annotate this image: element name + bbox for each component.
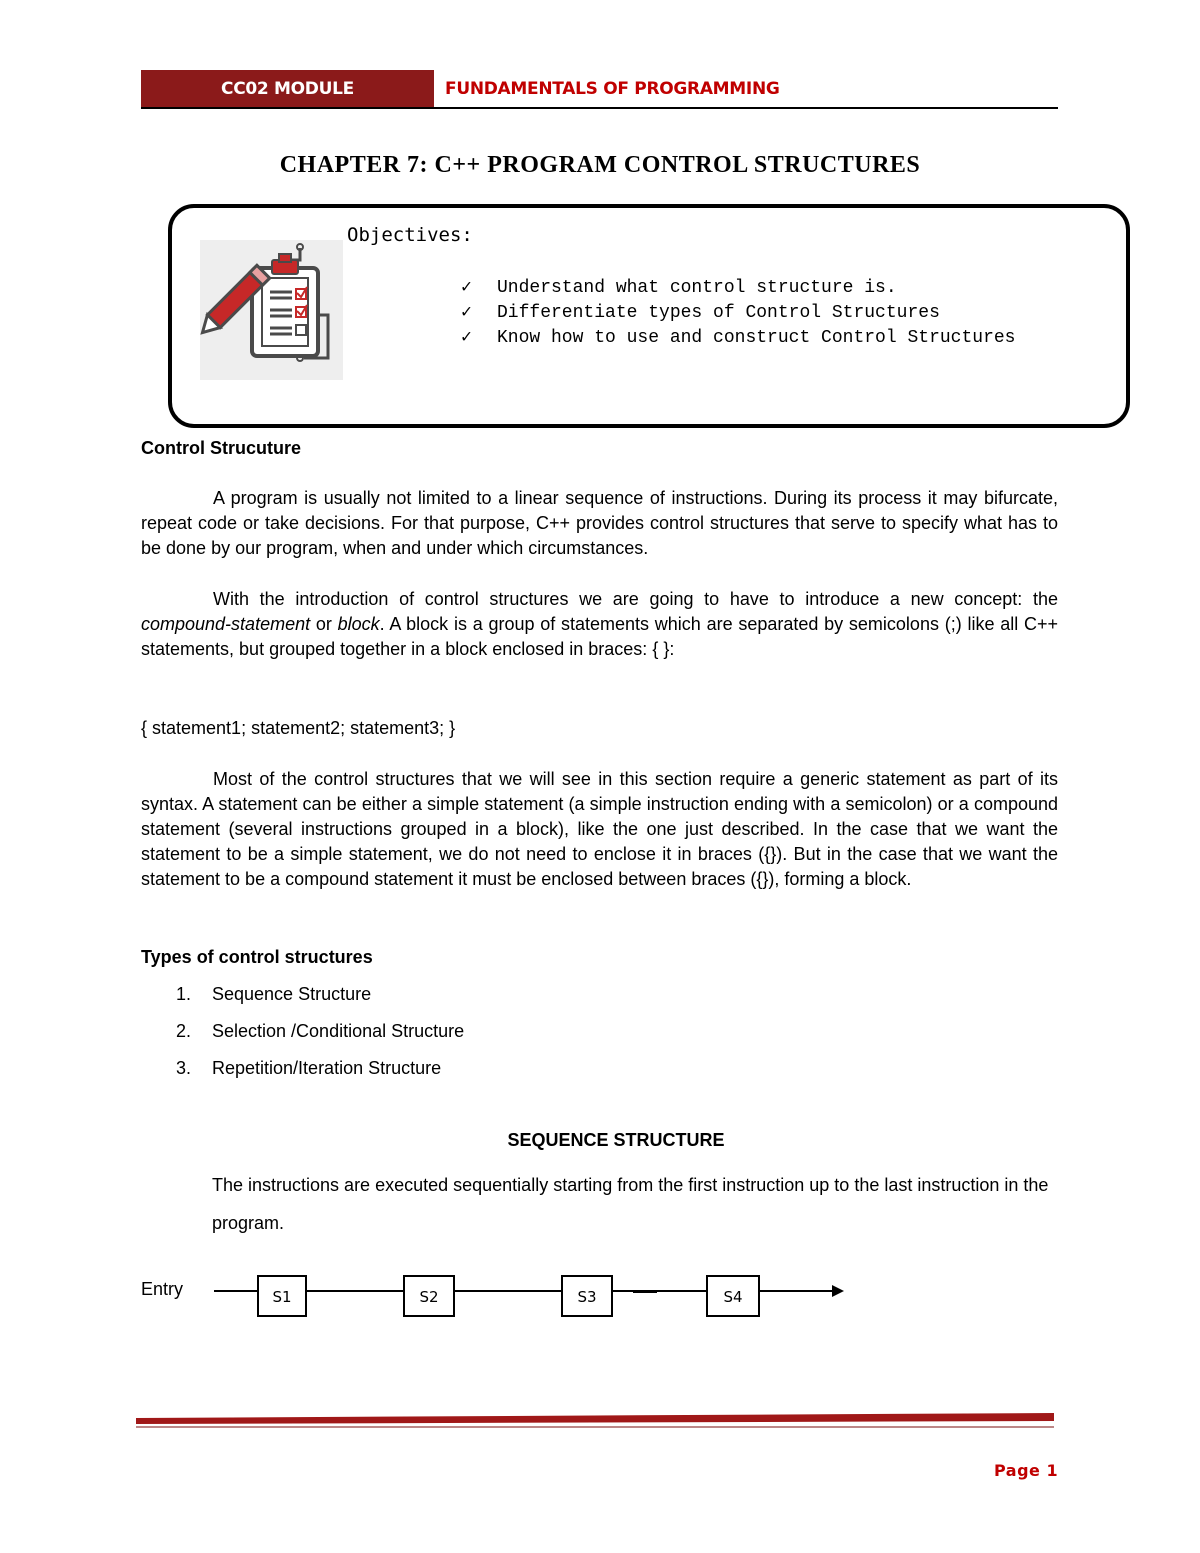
paragraph-compound-statement: With the introduction of control structures we are going to have to introduce a new concept: the compound-statement or block. A block is a group of statements which are separated by semicolons (;) like all C++ statements, but grouped together in a block enclosed in braces: { }: (141, 589, 1058, 659)
paragraph-statements: Most of the control structures that we will see in this section require a generic statement as part of its syntax. A statement can be either a simple statement (a simple instruction ending with a semicolon) or a compound statement (several instructions grouped in a block), like the one just described. In the case that we want the statement to be a simple statement, we do not need to enclose it in braces ({}). But in the case that we want the statement to be a compound statement it must be enclosed between braces ({}), forming a block. (141, 769, 1058, 889)
objectives-heading: Objectives: (347, 224, 473, 246)
list-item: 3. Repetition/Iteration Structure (176, 1058, 442, 1078)
step-label-s4: S4 (723, 1288, 743, 1306)
section-heading-control-structure: Control Strucuture (141, 438, 301, 458)
sequence-flow-diagram (210, 1270, 850, 1320)
list-item: 2. Selection /Conditional Structure (176, 1021, 465, 1041)
objective-item: ✓ Differentiate types of Control Structures (461, 301, 1015, 326)
header-divider (141, 107, 1058, 109)
footer-divider (134, 1412, 1056, 1434)
checkmark-icon: ✓ (461, 303, 472, 323)
types-list (176, 982, 464, 1093)
step-label-s1: S1 (272, 1288, 292, 1306)
module-label: CC02 MODULE (141, 70, 434, 107)
checkmark-icon: ✓ (461, 328, 472, 348)
code-example: { statement1; statement2; statement3; } (141, 718, 456, 738)
objectives-list (461, 276, 1015, 351)
list-item: 1. Sequence Structure (176, 984, 372, 1004)
sequence-structure-title: SEQUENCE STRUCTURE (507, 1130, 725, 1150)
entry-label: Entry (141, 1279, 184, 1299)
chapter-title: CHAPTER 7: C++ PROGRAM CONTROL STRUCTURES (279, 152, 921, 178)
course-title: FUNDAMENTALS OF PROGRAMMING (445, 78, 780, 99)
checkmark-icon: ✓ (461, 278, 472, 298)
term-compound-statement: compound-statement (141, 614, 311, 634)
arrow-head-icon (832, 1285, 844, 1297)
step-label-s3: S3 (577, 1288, 597, 1306)
objective-item: ✓ Know how to use and construct Control Structures (461, 326, 1015, 351)
clipboard-checklist-icon (200, 240, 343, 380)
section-heading-types: Types of control structures (141, 947, 373, 967)
page-number: Page 1 (994, 1461, 1059, 1480)
term-block: block (337, 614, 380, 634)
paragraph-intro: A program is usually not limited to a linear sequence of instructions. During its process it may bifurcate, repeat code or take decisions. For that purpose, C++ provides control structures that serve to specify what has to be done by our program, when and under which circumstances. (141, 488, 1058, 558)
objective-item: ✓ Understand what control structure is. (461, 276, 1015, 301)
sequence-description: The instructions are executed sequentially starting from the first instruction up to the last instruction in the program. (212, 1175, 1049, 1233)
step-label-s2: S2 (419, 1288, 439, 1306)
